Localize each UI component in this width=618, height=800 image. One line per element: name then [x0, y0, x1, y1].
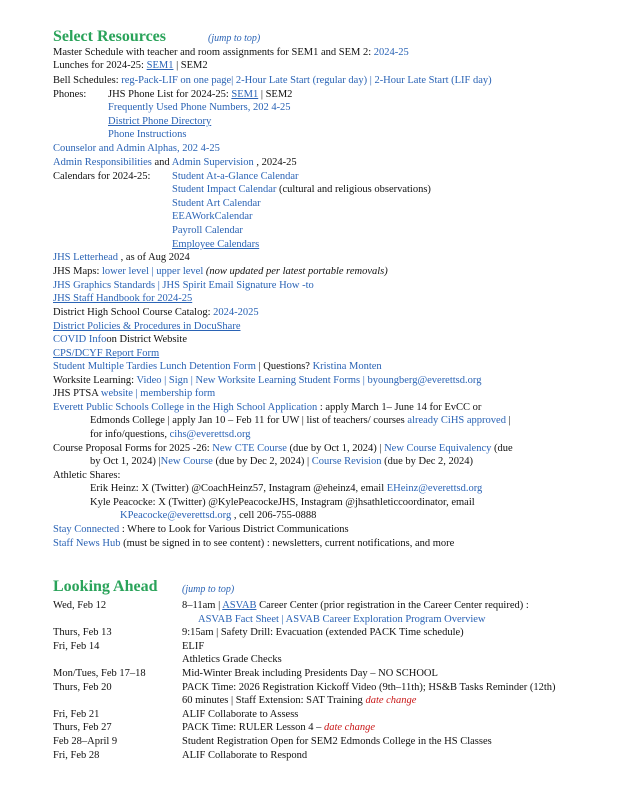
event-description	[182, 749, 307, 762]
date-change-note: date change	[365, 695, 417, 706]
college-info-text: for info/questions,	[90, 429, 170, 440]
event-text: PACK Time: RULER Lesson 4 –	[182, 722, 324, 733]
event-link[interactable]: ASVAB Fact Sheet | ASVAB Career Exploration Program Overview	[198, 614, 486, 625]
course-catalog-link[interactable]: 2024-2025	[213, 307, 259, 318]
college-dates-text: : apply March 1– June 14 for EvCC or	[317, 402, 482, 413]
frequent-phone-numbers-link[interactable]: Frequently Used Phone Numbers, 202 4-25	[108, 102, 291, 113]
athletic-line-3	[120, 509, 316, 522]
athletic-shares-label: Athletic Shares:	[53, 470, 121, 481]
lunches-text: Lunches for 2024-25:	[53, 60, 147, 71]
proposal-due-2: (due	[491, 443, 513, 454]
worksite-links[interactable]: Video | Sign | New Worksite Learning Student Forms | byoungberg@everettsd.org	[136, 375, 482, 386]
event-date: Feb 28–April 9	[53, 736, 118, 747]
event-date: Thurs, Feb 20	[53, 682, 112, 693]
new-course-equivalency-link[interactable]: New Course Equivalency	[384, 443, 492, 454]
lunches-sem2-text: | SEM2	[173, 60, 208, 71]
maps-line	[53, 265, 388, 278]
eea-work-calendar-link[interactable]: EEAWorkCalendar	[172, 211, 253, 222]
phones-list-line	[108, 88, 292, 101]
staff-news-hub-link[interactable]: Staff News Hub	[53, 538, 121, 549]
worksite-label: Worksite Learning:	[53, 375, 137, 386]
event-description	[182, 599, 529, 612]
section-title-looking-ahead: Looking Ahead	[53, 578, 158, 595]
event-description	[182, 667, 438, 680]
payroll-calendar-link[interactable]: Payroll Calendar	[172, 225, 243, 236]
event-description	[182, 694, 416, 707]
ptsa-line	[53, 387, 215, 400]
calendars-label: Calendars for 2024-25:	[53, 171, 151, 182]
cps-report-form-link[interactable]: CPS/DCYF Report Form	[53, 348, 160, 359]
district-policies-link[interactable]: District Policies & Procedures in DocuShare	[53, 321, 241, 332]
event-date: Wed, Feb 12	[53, 600, 107, 611]
event-description	[182, 721, 375, 734]
college-line-2-end: |	[505, 415, 511, 426]
stay-connected-line	[53, 523, 349, 536]
cihs-email-link[interactable]: cihs@everettsd.org	[169, 429, 251, 440]
ptsa-links[interactable]: website | membership form	[100, 388, 216, 399]
event-date: Fri, Feb 14	[53, 641, 100, 652]
admin-line	[53, 156, 297, 169]
student-impact-calendar-link[interactable]: Student Impact Calendar	[172, 184, 277, 195]
athletic-peacocke-text: Kyle Peacocke: X (Twitter) @KylePeacockeJHS, Instagram @jhsathleticcoordinator, email	[90, 497, 475, 508]
phone-instructions-link[interactable]: Phone Instructions	[108, 129, 187, 140]
graphics-standards-link[interactable]: JHS Graphics Standards	[53, 280, 156, 291]
event-date: Thurs, Feb 13	[53, 627, 112, 638]
athletic-line-1	[90, 482, 482, 495]
master-schedule-link[interactable]: 2024-25	[373, 47, 409, 58]
event-text: ALIF Collaborate to Respond	[182, 750, 308, 761]
student-art-calendar-link[interactable]: Student Art Calendar	[172, 198, 261, 209]
maps-label: JHS Maps:	[53, 266, 103, 277]
event-text: ELIF	[182, 641, 205, 652]
covid-text: on District Website	[106, 334, 187, 345]
event-description	[182, 626, 464, 639]
date-change-note: date change	[323, 722, 376, 733]
college-line-1	[53, 401, 481, 414]
impact-calendar-note: (cultural and religious observations)	[276, 184, 431, 195]
proposal-label: Course Proposal Forms for 2025 -26:	[53, 443, 213, 454]
news-hub-line	[53, 537, 454, 550]
counselor-admin-alphas-link[interactable]: Counselor and Admin Alphas, 202 4-25	[53, 143, 220, 154]
event-text-tail: Career Center (prior registration in the Career Center required) :	[256, 600, 529, 611]
admin-supervision-link[interactable]: Admin Supervision	[171, 157, 254, 168]
impact-calendar-line	[172, 183, 431, 196]
event-description	[182, 681, 556, 694]
master-schedule-text: Master Schedule with teacher and room assignments for SEM1 and SEM 2:	[53, 47, 374, 58]
bell-schedules-line	[53, 74, 492, 87]
event-date: Mon/Tues, Feb 17–18	[53, 668, 146, 679]
admin-and-text: and	[151, 157, 172, 168]
college-line-2	[90, 414, 511, 427]
proposal-line-2	[90, 455, 473, 468]
athletic-heinz-text: Erik Heinz: X (Twitter) @CoachHeinz57, Instagram @eheinz4, email	[90, 483, 387, 494]
admin-responsibilities-link[interactable]: Admin Responsibilities	[53, 157, 152, 168]
event-date: Fri, Feb 28	[53, 750, 100, 761]
worksite-line	[53, 374, 481, 387]
lunches-line	[53, 59, 208, 72]
stay-connected-link[interactable]: Stay Connected	[53, 524, 120, 535]
section-title-select-resources: Select Resources	[53, 28, 166, 45]
proposal-line-1	[53, 442, 513, 455]
phones-sem1-link[interactable]: SEM1	[231, 89, 259, 100]
course-catalog-line	[53, 306, 259, 319]
event-date: Thurs, Feb 27	[53, 722, 112, 733]
course-catalog-label: District High School Course Catalog:	[53, 307, 214, 318]
tardies-contact-link[interactable]: Kristina Monten	[312, 361, 382, 372]
event-text: ALIF Collaborate to Assess	[182, 709, 299, 720]
ptsa-label: JHS PTSA	[53, 388, 101, 399]
new-course-link[interactable]: New Course	[160, 456, 213, 467]
maps-note: (now updated per latest portable removals)	[203, 266, 388, 277]
event-description	[182, 653, 282, 666]
college-edmonds-text: Edmonds College | apply Jan 10 – Feb 11 for UW | list of teachers/ courses	[90, 415, 408, 426]
event-text: 9:15am | Safety Drill: Evacuation (extended PACK Time schedule)	[182, 627, 464, 638]
event-text: 60 minutes | Staff Extension: SAT Training	[182, 695, 366, 706]
event-description	[198, 613, 486, 626]
event-description	[182, 640, 204, 653]
letterhead-date: , as of Aug 2024	[118, 252, 190, 263]
proposal-due-4: (due by Dec 2, 2024) |	[212, 456, 312, 467]
admin-year-text: , 2024-25	[253, 157, 297, 168]
bell-schedules-label: Bell Schedules:	[53, 75, 122, 86]
phones-label: Phones:	[53, 89, 87, 100]
jump-to-top-link-2[interactable]: (jump to top)	[182, 584, 235, 595]
jump-to-top-link[interactable]: (jump to top)	[208, 33, 261, 44]
covid-line	[53, 333, 187, 346]
tardies-form-link[interactable]: Student Multiple Tardies Lunch Detention Form	[53, 361, 256, 372]
employee-calendars-link[interactable]: Employee Calendars	[172, 239, 260, 250]
college-in-hs-application-link[interactable]: Everett Public Schools College in the High School Application	[53, 402, 318, 413]
letterhead-link[interactable]: JHS Letterhead	[53, 252, 119, 263]
heinz-email-link[interactable]: EHeinz@everettsd.org	[386, 483, 483, 494]
peacocke-email-link[interactable]: KPeacocke@everettsd.org	[120, 510, 232, 521]
graphics-line	[53, 279, 314, 292]
new-cte-course-link[interactable]: New CTE Course	[212, 443, 287, 454]
master-schedule-line	[53, 46, 409, 59]
college-line-3	[90, 428, 251, 441]
event-text: 8–11am |	[182, 600, 223, 611]
cihs-approved-link[interactable]: already CiHS approved	[407, 415, 506, 426]
event-date: Fri, Feb 21	[53, 709, 100, 720]
event-text: Student Registration Open for SEM2 Edmonds College in the HS Classes	[182, 736, 492, 747]
proposal-due-1: (due by Oct 1, 2024) |	[286, 443, 385, 454]
stay-connected-text: : Where to Look for Various District Communications	[119, 524, 349, 535]
event-text: PACK Time: 2026 Registration Kickoff Video (9th–11th); HS&B Tasks Reminder (12th)	[182, 682, 556, 693]
event-text: Athletics Grade Checks	[182, 654, 282, 665]
event-link[interactable]: ASVAB	[222, 600, 257, 611]
staff-handbook-link[interactable]: JHS Staff Handbook for 2024-25	[53, 293, 193, 304]
student-at-a-glance-calendar-link[interactable]: Student At-a-Glance Calendar	[172, 171, 299, 182]
event-description	[182, 708, 298, 721]
event-text: Mid-Winter Break including Presidents Day – NO SCHOOL	[182, 668, 438, 679]
phones-list-text: JHS Phone List for 2024-25:	[108, 89, 232, 100]
district-phone-directory-link[interactable]: District Phone Directory	[108, 116, 212, 127]
phones-sem2-text: | SEM2	[258, 89, 293, 100]
event-description	[182, 735, 492, 748]
proposal-due-5: (due by Dec 2, 2024)	[381, 456, 474, 467]
maps-links[interactable]: lower level | upper level	[102, 266, 204, 277]
bell-schedules-links[interactable]: reg-Pack-LIF on one page| 2-Hour Late Start (regular day) | 2-Hour Late Start (LIF day)	[121, 75, 492, 86]
peacocke-cell-text: , cell 206-755-0888	[231, 510, 317, 521]
tardies-line	[53, 360, 382, 373]
proposal-due-3: by Oct 1, 2024) |	[90, 456, 161, 467]
course-revision-link[interactable]: Course Revision	[311, 456, 382, 467]
covid-info-link[interactable]: COVID Info	[53, 334, 107, 345]
tardies-questions-text: | Questions?	[255, 361, 313, 372]
email-signature-link[interactable]: | JHS Spirit Email Signature How -to	[155, 280, 314, 291]
news-hub-text: (must be signed in to see content) : newsletters, current notifications, and more	[120, 538, 455, 549]
lunches-sem1-link[interactable]: SEM1	[146, 60, 174, 71]
letterhead-line	[53, 251, 190, 264]
